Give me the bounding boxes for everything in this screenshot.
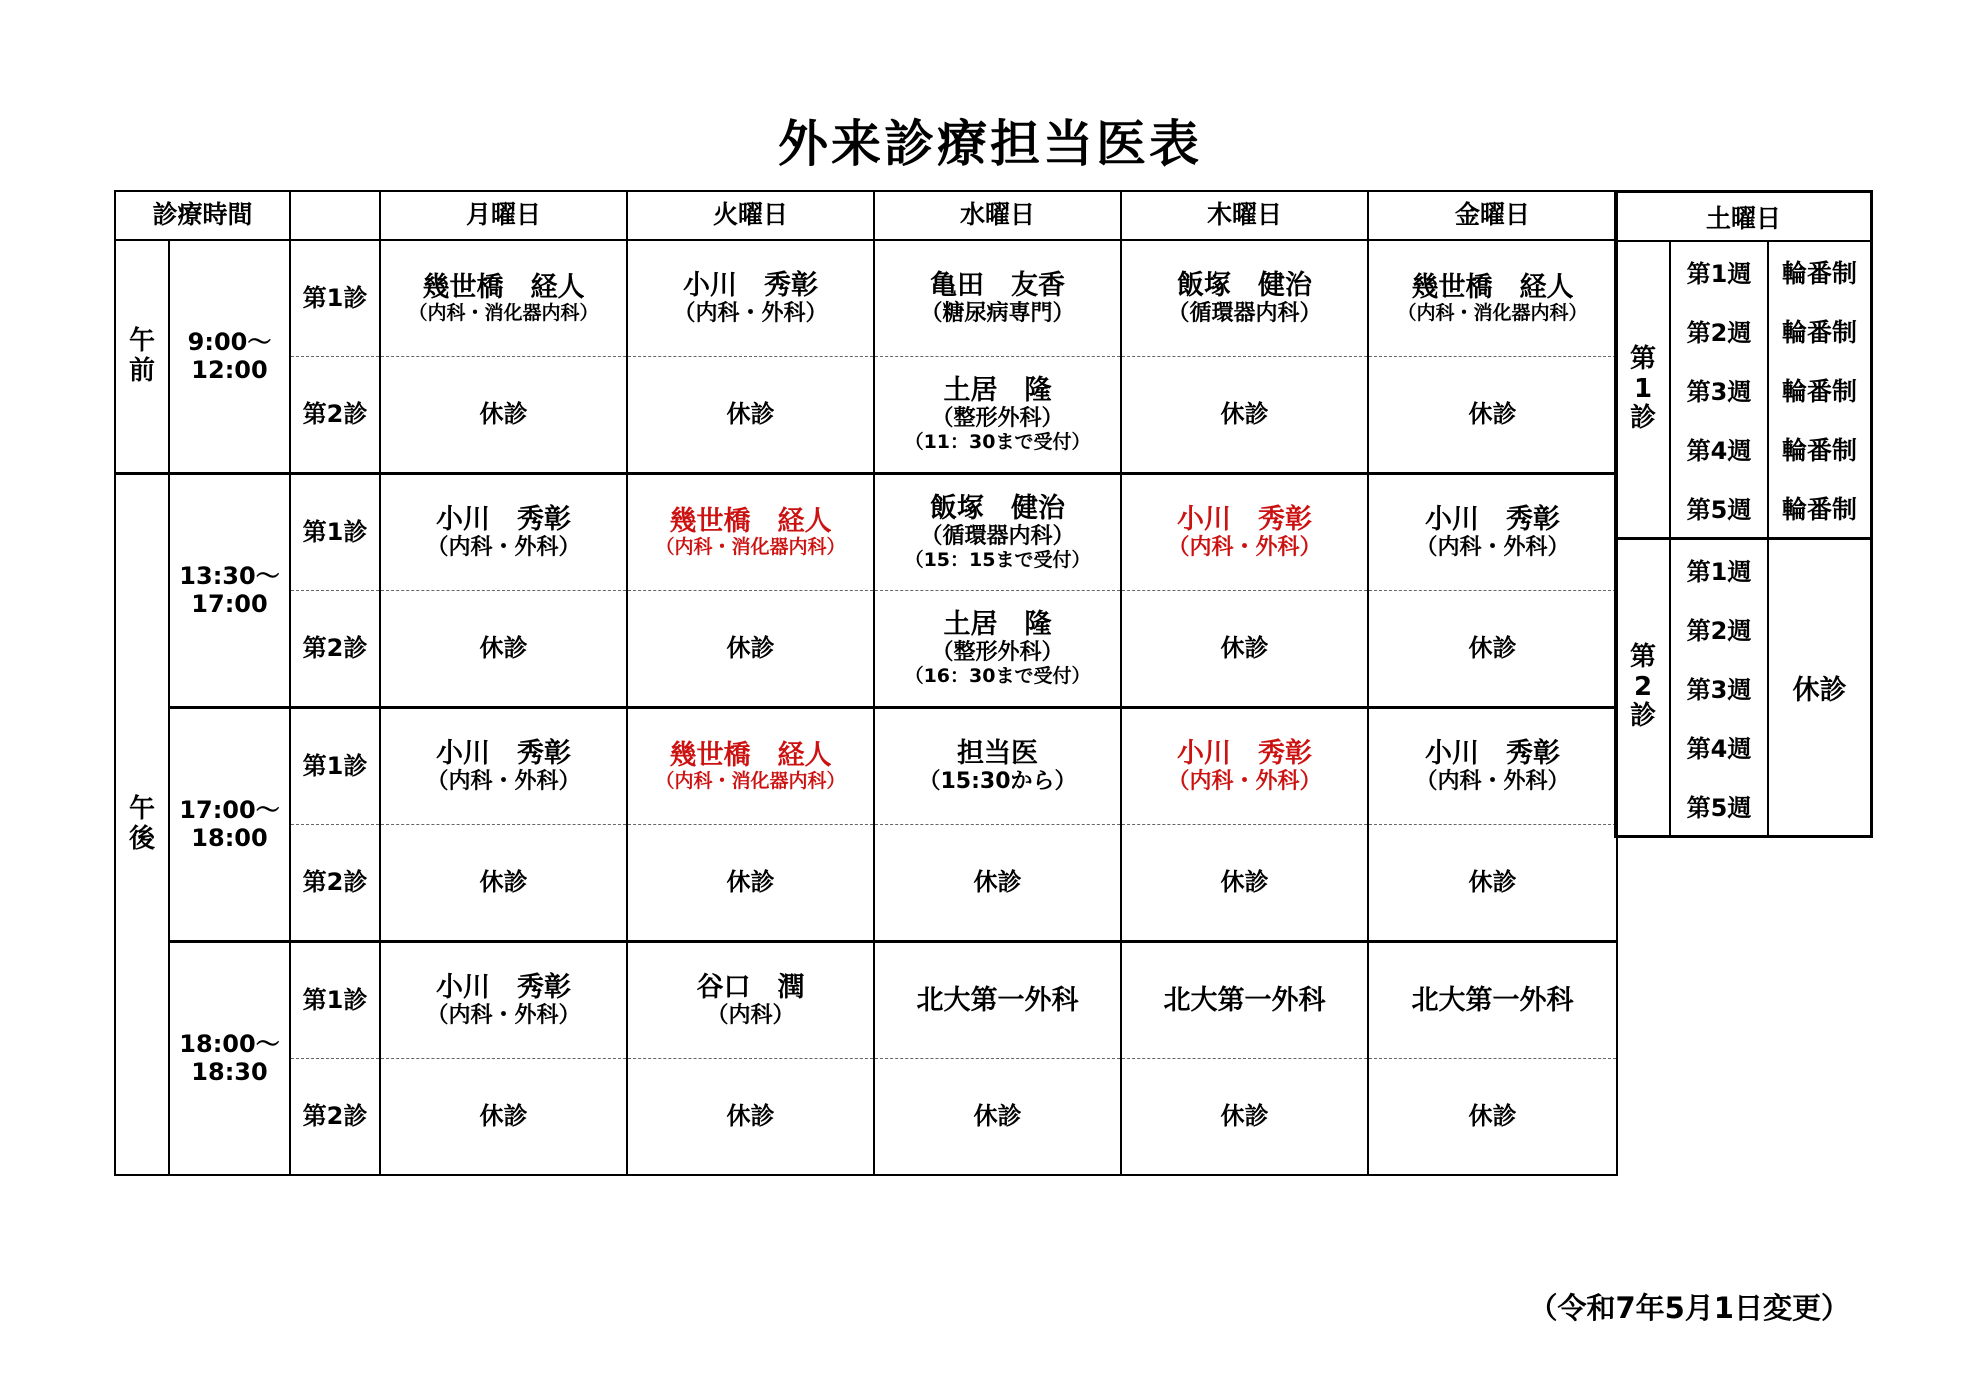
cell-wed: 土居 隆 （整形外科） （16：30まで受付） bbox=[874, 591, 1121, 708]
cell-wed-closed: 休診 bbox=[874, 1059, 1121, 1176]
cell-mon: 小川 秀彰 （内科・外科） bbox=[380, 942, 627, 1059]
cell-thu: 飯塚 健治 （循環器内科） bbox=[1121, 240, 1368, 357]
slot-label: 第2診 bbox=[290, 825, 380, 942]
saturday-slot-2-label: 第 2 診 bbox=[1617, 540, 1671, 835]
cell-tue-closed: 休診 bbox=[627, 1059, 874, 1176]
header-day-thu: 木曜日 bbox=[1121, 191, 1368, 240]
rotation-value: 輪番制 bbox=[1781, 317, 1857, 347]
week-label: 第4週 bbox=[1686, 437, 1752, 465]
cell-wed: 担当医 （15:30から） bbox=[874, 708, 1121, 825]
time-range-1: 9:00～ 12:00 bbox=[169, 240, 290, 474]
table-row bbox=[115, 357, 1617, 474]
page-title: 外来診療担当医表 bbox=[778, 115, 1202, 173]
table-row bbox=[115, 825, 1617, 942]
table-row bbox=[115, 1059, 1617, 1176]
cell-tue-closed: 休診 bbox=[627, 591, 874, 708]
rotation-value: 輪番制 bbox=[1781, 435, 1857, 465]
slot-label: 第1診 bbox=[290, 942, 380, 1059]
time-range-3: 17:00～ 18:00 bbox=[169, 708, 290, 942]
cell-thu-closed: 休診 bbox=[1121, 825, 1368, 942]
cell-mon: 幾世橋 経人 （内科・消化器内科） bbox=[380, 240, 627, 357]
cell-thu: 北大第一外科 bbox=[1121, 942, 1368, 1059]
saturday-values-1 bbox=[1769, 242, 1870, 537]
cell-fri: 北大第一外科 bbox=[1368, 942, 1617, 1059]
cell-mon-closed: 休診 bbox=[380, 1059, 627, 1176]
period-pm: 午 後 bbox=[115, 474, 169, 1176]
header-time: 診療時間 bbox=[115, 191, 290, 240]
week-label: 第1週 bbox=[1686, 260, 1752, 288]
table-row bbox=[115, 474, 1617, 591]
saturday-block-2 bbox=[1617, 540, 1870, 835]
cell-tue-closed: 休診 bbox=[627, 357, 874, 474]
cell-tue-closed: 休診 bbox=[627, 825, 874, 942]
saturday-panel bbox=[1614, 190, 1873, 838]
table-row bbox=[115, 708, 1617, 825]
time-range-4: 18:00～ 18:30 bbox=[169, 942, 290, 1176]
cell-wed: 亀田 友香 （糖尿病専門） bbox=[874, 240, 1121, 357]
header-day-mon: 月曜日 bbox=[380, 191, 627, 240]
cell-fri: 小川 秀彰 （内科・外科） bbox=[1368, 474, 1617, 591]
cell-mon-closed: 休診 bbox=[380, 825, 627, 942]
saturday-block-1 bbox=[1617, 242, 1870, 540]
cell-thu-closed: 休診 bbox=[1121, 357, 1368, 474]
week-label: 第1週 bbox=[1686, 558, 1752, 586]
cell-mon-closed: 休診 bbox=[380, 357, 627, 474]
cell-tue: 幾世橋 経人 （内科・消化器内科） bbox=[627, 474, 874, 591]
cell-fri-closed: 休診 bbox=[1368, 357, 1617, 474]
slot-label: 第1診 bbox=[290, 240, 380, 357]
cell-mon: 小川 秀彰 （内科・外科） bbox=[380, 474, 627, 591]
cell-wed-closed: 休診 bbox=[874, 825, 1121, 942]
header-slot bbox=[290, 191, 380, 240]
slot-label: 第1診 bbox=[290, 474, 380, 591]
rotation-value: 輪番制 bbox=[1781, 376, 1857, 406]
cell-wed: 飯塚 健治 （循環器内科） （15：15まで受付） bbox=[874, 474, 1121, 591]
table-row bbox=[115, 591, 1617, 708]
rotation-value: 輪番制 bbox=[1781, 258, 1857, 288]
header-day-wed: 水曜日 bbox=[874, 191, 1121, 240]
slot-label: 第2診 bbox=[290, 1059, 380, 1176]
header-day-sat: 土曜日 bbox=[1617, 193, 1870, 242]
cell-fri: 幾世橋 経人 （内科・消化器内科） bbox=[1368, 240, 1617, 357]
schedule-table bbox=[114, 190, 1618, 1176]
cell-wed: 北大第一外科 bbox=[874, 942, 1121, 1059]
time-range-2: 13:30～ 17:00 bbox=[169, 474, 290, 708]
cell-fri-closed: 休診 bbox=[1368, 1059, 1617, 1176]
cell-tue: 谷口 潤 （内科） bbox=[627, 942, 874, 1059]
cell-tue: 幾世橋 経人 （内科・消化器内科） bbox=[627, 708, 874, 825]
saturday-slot-1-label: 第 1 診 bbox=[1617, 242, 1671, 537]
cell-fri-closed: 休診 bbox=[1368, 591, 1617, 708]
revision-note: （令和7年5月1日変更） bbox=[1528, 1291, 1850, 1325]
week-label: 第2週 bbox=[1686, 319, 1752, 347]
week-label: 第5週 bbox=[1686, 496, 1752, 524]
cell-mon: 小川 秀彰 （内科・外科） bbox=[380, 708, 627, 825]
week-label: 第3週 bbox=[1686, 378, 1752, 406]
saturday-weeks-2 bbox=[1671, 540, 1769, 835]
cell-thu-closed: 休診 bbox=[1121, 1059, 1368, 1176]
slot-label: 第1診 bbox=[290, 708, 380, 825]
slot-label: 第2診 bbox=[290, 357, 380, 474]
cell-fri-closed: 休診 bbox=[1368, 825, 1617, 942]
cell-wed: 土居 隆 （整形外科） （11：30まで受付） bbox=[874, 357, 1121, 474]
saturday-slot-2-closed: 休診 bbox=[1792, 675, 1847, 706]
header-day-fri: 金曜日 bbox=[1368, 191, 1617, 240]
slot-label: 第2診 bbox=[290, 591, 380, 708]
week-label: 第5週 bbox=[1686, 794, 1752, 822]
header-row bbox=[115, 191, 1617, 240]
week-label: 第2週 bbox=[1686, 617, 1752, 645]
rotation-value: 輪番制 bbox=[1781, 494, 1857, 524]
period-am: 午 前 bbox=[115, 240, 169, 474]
cell-tue: 小川 秀彰 （内科・外科） bbox=[627, 240, 874, 357]
week-label: 第3週 bbox=[1686, 676, 1752, 704]
cell-fri: 小川 秀彰 （内科・外科） bbox=[1368, 708, 1617, 825]
cell-thu-closed: 休診 bbox=[1121, 591, 1368, 708]
week-label: 第4週 bbox=[1686, 735, 1752, 763]
cell-thu: 小川 秀彰 （内科・外科） bbox=[1121, 708, 1368, 825]
saturday-weeks-1 bbox=[1671, 242, 1769, 537]
header-day-tue: 火曜日 bbox=[627, 191, 874, 240]
table-row bbox=[115, 240, 1617, 357]
table-row bbox=[115, 942, 1617, 1059]
cell-mon-closed: 休診 bbox=[380, 591, 627, 708]
cell-thu: 小川 秀彰 （内科・外科） bbox=[1121, 474, 1368, 591]
